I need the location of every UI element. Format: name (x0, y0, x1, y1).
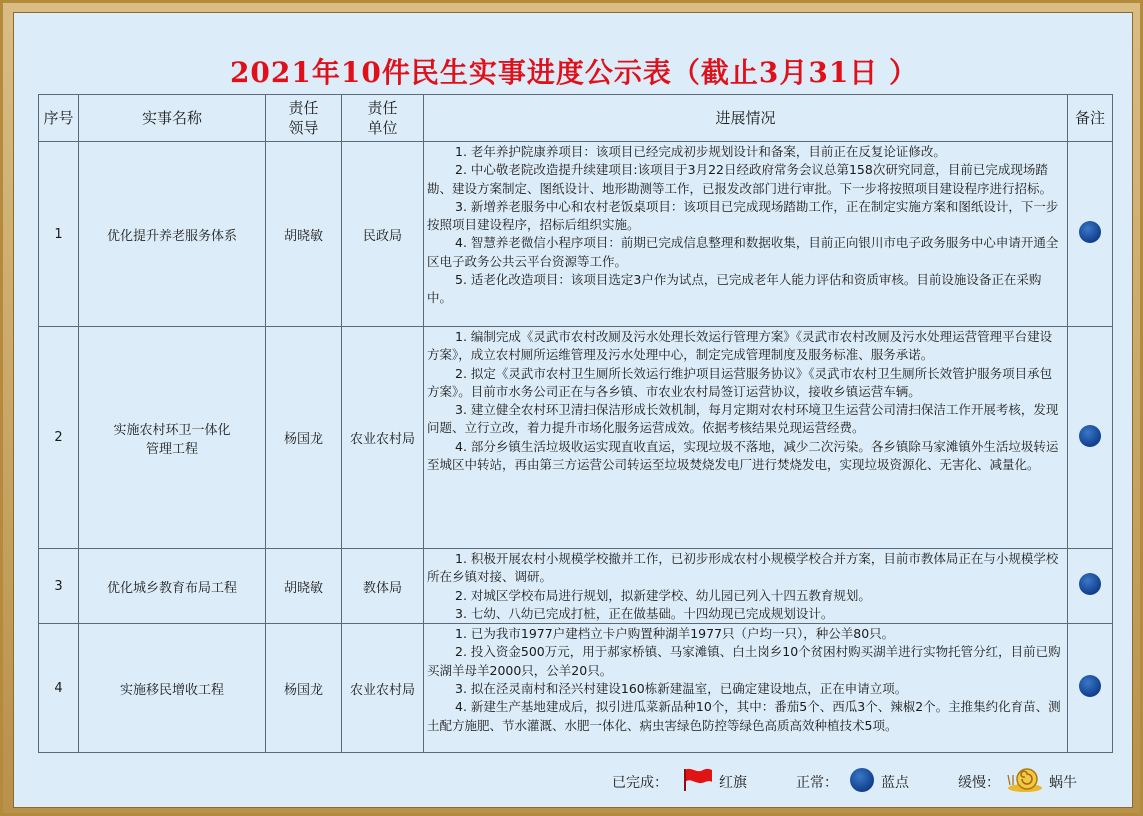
table-row (39, 327, 1113, 549)
row-leader: 杨国龙 (266, 327, 342, 549)
header-unit: 责任 单位 (342, 95, 424, 142)
row-no: 3 (39, 549, 79, 624)
legend-slow-text: 蜗牛 (1049, 775, 1077, 791)
blue-dot-icon (850, 768, 874, 792)
table-row (39, 549, 1113, 624)
row-remark (1068, 624, 1113, 753)
row-no: 4 (39, 624, 79, 753)
row-remark (1068, 549, 1113, 624)
row-leader: 杨国龙 (266, 624, 342, 753)
row-progress: 1. 编制完成《灵武市农村改厕及污水处理长效运行管理方案》《灵武市农村改厕及污水处理运营管理平台建设方案》，成立农村厕所运维管理及污水处理中心，制定完成管理制度及服务标准、服务承诺。 2. 拟定《灵武市农村卫生厕所长效运行维护项目运营服务协议》《灵武市农村卫生厕所长效管护服务项目承包方案》。目前市水务公司正在与各乡镇、市农业农村局签订运营协议，接收乡镇运营车辆。 3. 建立健全农村环卫清扫保洁形成长效机制，每月定期对农村环境卫生运营公司清扫保洁工作开展考核，发现问题、立行立改，着力提升市场化服务运营成效。依据考核结果兑现运营经费。 4. 部分乡镇生活垃圾收运实现直收直运，实现垃圾不落地，减少二次污染。各乡镇除马家滩镇外生活垃圾转运至城区中转站，再由第三方运营公司转运至垃圾焚烧发电厂进行焚烧发电，实现垃圾资源化、无害化、减量化。 (424, 327, 1068, 549)
snail-icon (1007, 765, 1043, 793)
legend-done-text: 红旗 (719, 775, 747, 791)
legend-normal-label: 正常： (796, 775, 838, 791)
table-row (39, 624, 1113, 753)
legend-done-label: 已完成： (612, 775, 668, 791)
header-leader: 责任 领导 (266, 95, 342, 142)
row-leader: 胡晓敏 (266, 549, 342, 624)
legend-normal-text: 蓝点 (881, 775, 909, 791)
legend-slow-label: 缓慢： (958, 775, 1000, 791)
table-row (39, 142, 1113, 327)
red-flag-icon (683, 766, 713, 792)
row-name: 优化城乡教育布局工程 (79, 549, 266, 624)
blue-dot-icon (1079, 675, 1101, 697)
blue-dot-icon (1079, 425, 1101, 447)
header-row (39, 95, 1113, 142)
row-progress: 1. 老年养护院康养项目：该项目已经完成初步规划设计和备案，目前正在反复论证修改。 2. 中心敬老院改造提升续建项目:该项目于3月22日经政府常务会议总第158次研究同意，目前已完成现场踏勘、建设方案制定、图纸设计、地形勘测等工作，已报发改部门进行审批。下一步将按照项目建设程序进行招标。 3. 新增养老服务中心和农村老饭桌项目：该项目已完成现场踏勘工作，正在制定实施方案和图纸设计，下一步按照项目建设程序，招标后组织实施。 4. 智慧养老微信小程序项目：前期已完成信息整理和数据收集，目前正向银川市电子政务服务中心申请开通全区电子政务公共云平台资源等工作。 5. 适老化改造项目：该项目选定3户作为试点，已完成老年人能力评估和资质审核。目前设施设备正在采购中。 (424, 142, 1068, 327)
row-unit: 农业农村局 (342, 624, 424, 753)
row-remark (1068, 142, 1113, 327)
progress-table (38, 94, 1113, 753)
table-panel (13, 12, 1133, 808)
header-progress: 进展情况 (424, 95, 1068, 142)
header-name: 实事名称 (79, 95, 266, 142)
page-title: 2021年10件民生实事进度公示表（截止3月31日 ） (229, 56, 919, 89)
row-unit: 民政局 (342, 142, 424, 327)
row-progress: 1. 积极开展农村小规模学校撤并工作，已初步形成农村小规模学校合并方案，目前市教体局正在与小规模学校所在乡镇对接、调研。 2. 对城区学校布局进行规划，拟新建学校、幼儿园已列入十四五教育规划。 3. 七幼、八幼已完成打桩，正在做基础。十四幼现已完成规划设计。 (424, 549, 1068, 624)
row-progress: 1. 已为我市1977户建档立卡户购置种湖羊1977只（户均一只），种公羊80只。 2. 投入资金500万元，用于郝家桥镇、马家滩镇、白土岗乡10个贫困村购买湖羊进行实物托管分红，目前已购买湖羊母羊2000只，公羊20只。 3. 拟在泾灵南村和泾兴村建设160栋新建温室，已确定建设地点，正在申请立项。 4. 新建生产基地建成后，拟引进瓜菜新品种10个，其中：番茄5个、西瓜3个、辣椒2个。主推集约化育苗、测土配方施肥、节水灌溉、水肥一体化、病虫害绿色防控等绿色高质高效种植技术5项。 (424, 624, 1068, 753)
row-unit: 农业农村局 (342, 327, 424, 549)
row-unit: 教体局 (342, 549, 424, 624)
legend (14, 761, 1134, 801)
header-no: 序号 (39, 95, 79, 142)
blue-dot-icon (1079, 573, 1101, 595)
row-remark (1068, 327, 1113, 549)
row-no: 2 (39, 327, 79, 549)
row-name: 实施农村环卫一体化 管理工程 (79, 327, 266, 549)
row-name: 实施移民增收工程 (79, 624, 266, 753)
header-remark: 备注 (1068, 95, 1113, 142)
row-name: 优化提升养老服务体系 (79, 142, 266, 327)
row-leader: 胡晓敏 (266, 142, 342, 327)
blue-dot-icon (1079, 221, 1101, 243)
row-no: 1 (39, 142, 79, 327)
